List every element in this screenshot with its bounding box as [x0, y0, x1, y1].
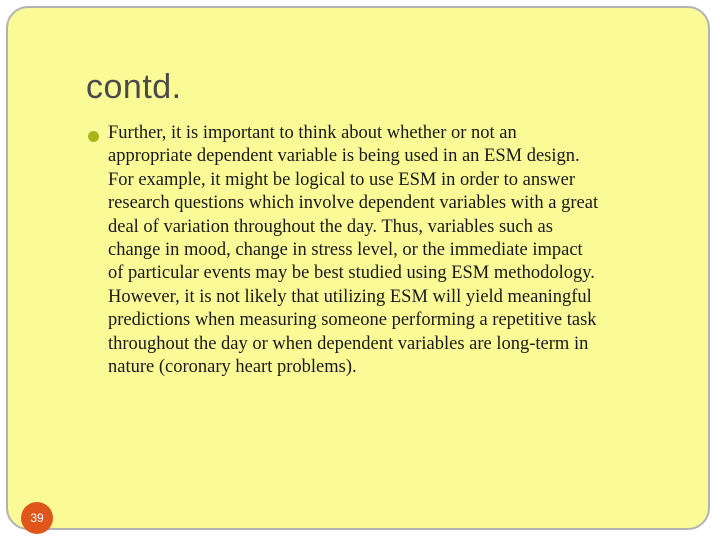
bullet-item — [88, 122, 678, 379]
bullet-dot-icon — [88, 131, 99, 142]
bullet-text: Further, it is important to think about whether or not an appropriate dependent variable is being used in an ESM design. For example, it might be logical to use ESM in order to answer research questions which involve dependent variables with a great deal of variation throughout the day. Thus, variables such as change in mood, change in stress level, or the immediate impact of particular events may be best studied using ESM methodology. However, it is not likely that utilizing ESM will yield meaningful predictions when measuring someone performing a repetitive task throughout the day or when dependent variables are long-term in nature (coronary heart problems). — [108, 123, 599, 378]
page-number-badge: 39 — [21, 502, 53, 534]
slide — [6, 6, 710, 530]
slide-title: contd. — [86, 68, 182, 106]
bullet-list — [88, 122, 678, 379]
